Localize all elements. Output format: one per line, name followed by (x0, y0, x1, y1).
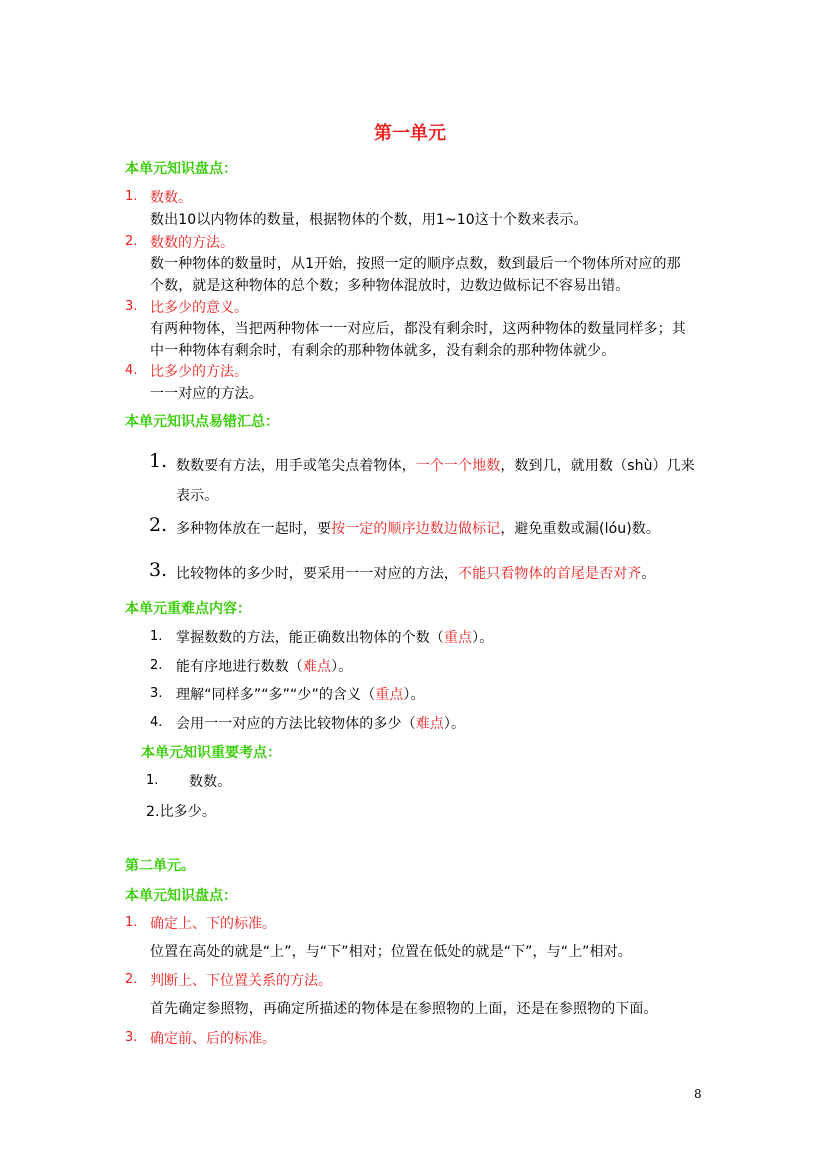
error-2-num: 2. (149, 514, 168, 536)
key-3-tag: 重点 (375, 687, 404, 703)
error-1-num: 1. (149, 450, 168, 472)
unit2-inventory-heading: 本单元知识盘点： (125, 888, 237, 904)
key-3-end: ）。 (403, 687, 425, 703)
error-2-pre: 多种物体放在一起时，要 (176, 521, 332, 537)
unit1-errors-heading: 本单元知识点易错汇总： (125, 414, 279, 430)
inventory-4-line-1: 一一对应的方法。 (150, 386, 263, 402)
error-2-post: ，避免重数或漏(lóu)数。 (500, 521, 660, 537)
unit2-title: 第二单元。 (125, 858, 195, 874)
unit2-inventory-1-num: 1. (125, 915, 138, 930)
error-2-emphasis: 按一定的顺序边数边做标记 (331, 521, 501, 537)
exam-2-text: 比多少。 (159, 804, 216, 820)
error-1-pre: 数数要有方法，用手或笔尖点着物体， (176, 458, 416, 474)
inventory-4-heading: 比多少的方法。 (150, 364, 248, 380)
inventory-2-line-1: 数一种物体的数量时，从1开始，按照一定的顺序点数，数到最后一个物体所对应的那 (150, 256, 681, 272)
unit2-inventory-3-heading: 确定前、后的标准。 (150, 1031, 276, 1047)
page-number: 8 (694, 1087, 702, 1101)
key-1-body: 掌握数数的方法，能正确数出物体的个数（ (176, 630, 444, 646)
unit2-inventory-3-num: 3. (125, 1030, 138, 1045)
inventory-3-heading: 比多少的意义。 (150, 300, 248, 316)
unit2-inventory-2-num: 2. (125, 972, 138, 987)
exam-1-text: 数数。 (189, 774, 232, 790)
error-3-pre: 比较物体的多少时，要采用一一对应的方法， (176, 566, 458, 582)
key-4-text (176, 713, 465, 733)
error-3-text (176, 563, 655, 583)
key-1-tag: 重点 (443, 630, 473, 646)
unit2-inventory-1-line: 位置在高处的就是“上”，与“下”相对；位置在低处的就是“下”，与“上”相对。 (150, 944, 632, 960)
inventory-1-num: 1. (125, 189, 138, 204)
error-3-post: 。 (641, 566, 656, 582)
error-1-text (176, 455, 695, 475)
unit1-inventory-heading: 本单元知识盘点： (125, 161, 237, 177)
exam-2-num: 2. (146, 804, 160, 820)
key-4-body: 会用一一对应的方法比较物体的多少（ (176, 716, 416, 732)
error-1-post: ，数到几，就用数（shù）几来 (500, 458, 695, 474)
inventory-1-line-1: 数出10以内物体的数量，根据物体的个数，用1~10这十个数来表示。 (150, 212, 588, 228)
unit1-title: 第一单元 (374, 123, 446, 144)
inventory-2-num: 2. (125, 234, 138, 249)
key-1-text (176, 627, 493, 647)
unit1-key-heading: 本单元重难点内容： (125, 601, 251, 617)
error-3-emphasis: 不能只看物体的首尾是否对齐 (458, 566, 642, 582)
inventory-2-heading: 数数的方法。 (150, 235, 234, 251)
inventory-4-num: 4. (125, 363, 138, 378)
inventory-3-line-1: 有两种物体，当把两种物体一一对应后，都没有剩余时，这两种物体的数量同样多；其 (150, 321, 686, 337)
key-4-num: 4. (150, 715, 163, 730)
key-1-num: 1. (150, 629, 163, 644)
error-1-line-2: 表示。 (176, 488, 219, 504)
unit2-inventory-1-heading: 确定上、下的标准。 (150, 916, 276, 932)
key-2-end: ）。 (331, 659, 353, 675)
inventory-3-line-2: 中一种物体有剩余时，有剩余的那种物体就多，没有剩余的那种物体就少。 (150, 343, 616, 359)
unit1-exam-heading: 本单元知识重要考点： (141, 745, 281, 761)
key-4-tag: 难点 (415, 716, 444, 732)
key-4-end: ）。 (443, 716, 466, 732)
key-1-end: ）。 (472, 630, 494, 646)
key-3-num: 3. (150, 686, 163, 701)
error-3-num: 3. (149, 559, 168, 581)
error-2-text (176, 518, 660, 538)
inventory-1-heading: 数数。 (150, 190, 192, 206)
key-2-text (176, 656, 352, 676)
key-3-text (176, 684, 425, 704)
inventory-2-line-2: 个数，就是这种物体的总个数；多种物体混放时，边数边做标记不容易出错。 (150, 278, 630, 294)
inventory-3-num: 3. (125, 299, 138, 314)
key-2-tag: 难点 (302, 659, 332, 675)
key-2-body: 能有序地进行数数（ (176, 659, 303, 675)
error-1-emphasis: 一个一个地数 (415, 458, 501, 474)
exam-2 (146, 801, 216, 821)
exam-1-num: 1. (146, 773, 159, 788)
unit2-inventory-2-line: 首先确定参照物，再确定所描述的物体是在参照物的上面，还是在参照物的下面。 (150, 1001, 658, 1017)
unit2-inventory-2-heading: 判断上、下位置关系的方法。 (150, 973, 332, 989)
key-3-body: 理解“同样多”“多”“少”的含义（ (176, 687, 376, 703)
key-2-num: 2. (150, 658, 163, 673)
